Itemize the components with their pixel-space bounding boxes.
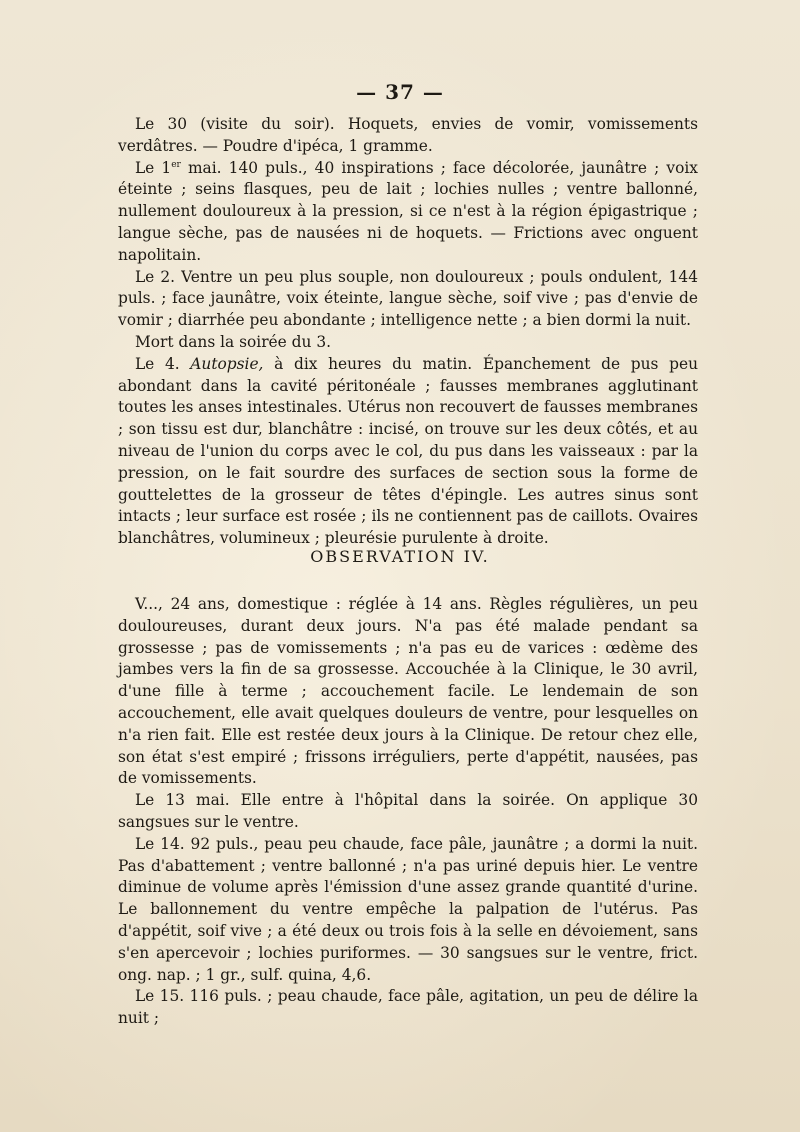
paragraph-death bbox=[118, 332, 698, 354]
observation-heading: OBSERVATION IV. bbox=[310, 547, 490, 566]
paragraph-text: à dix heures du matin. Épanchement de pus peu abondant dans la cavité péritonéale ; fausses membranes agglutinant toutes les anses intestinales. Utérus non recouvert de fausses membranes ; son tissu est dur, blanchâtre : incisé, on trouve sur les deux côtés, et au niveau de l'union du corps avec le col, du pus dans les vaisseaux : par la pression, on le fait sourdre des surfaces de section sous la forme de gouttelettes de la grosseur de têtes d'épingle. Les autres sinus sont intacts ; leur surface est rosée ; ils ne contiennent pas de caillots. Ovaires blanchâtres, volumineux ; pleurésie purulente à droite. bbox=[118, 354, 698, 548]
paragraph-text: Le 2. Ventre un peu plus souple, non douloureux ; pouls ondulent, 144 puls. ; face jaunâtre, voix éteinte, langue sèche, soif vive ; pas d'envie de vomir ; diarrhée peu abondante ; intelligence nette ; a bien dormi la nuit. bbox=[118, 267, 698, 330]
paragraph-prefix: Le 1 bbox=[134, 158, 172, 177]
case3-text-block bbox=[118, 114, 698, 550]
paragraph-patient-history bbox=[118, 594, 698, 790]
superscript: er bbox=[171, 159, 181, 170]
paragraph-text: V..., 24 ans, domestique : réglée à 14 ans. Règles régulières, un peu douloureuses, durant deux jours. N'a pas été malade pendant sa grossesse ; pas de vomissements ; n'a pas eu de varices : œdème des jambes vers la fin de sa grossesse. Accouchée à la Clinique, le 30 avril, d'une fille à terme ; accouchement facile. Le lendemain de son accouchement, elle avait quelques douleurs de ventre, pour lesquelles on n'a rien fait. Elle est restée deux jours à la Clinique. De retour chez elle, son état s'est empiré ; frissons irréguliers, perte d'appétit, nausées, pas de vomissements. bbox=[118, 595, 698, 788]
paragraph-may-13 bbox=[118, 790, 698, 834]
paragraph-visit-30 bbox=[118, 114, 698, 158]
case4-text-block bbox=[118, 594, 698, 1030]
autopsy-label: Autopsie, bbox=[190, 354, 264, 373]
paragraph-text: Le 30 (visite du soir). Hoquets, envies de vomir, vomissements verdâtres. — Poudre d'ipéca, 1 gramme. bbox=[118, 115, 698, 155]
paragraph-text: Le 15. 116 puls. ; peau chaude, face pâle, agitation, un peu de délire la nuit ; bbox=[118, 987, 698, 1028]
paragraph-prefix: Le 4. bbox=[134, 354, 191, 373]
paragraph-may-15 bbox=[118, 986, 698, 1030]
paragraph-may-1 bbox=[118, 158, 698, 267]
paragraph-text: Le 13 mai. Elle entre à l'hôpital dans la soirée. On applique 30 sangsues sur le ventre. bbox=[118, 791, 698, 831]
paragraph-text: Mort dans la soirée du 3. bbox=[134, 332, 332, 351]
paragraph-text: Le 14. 92 puls., peau peu chaude, face pâle, jaunâtre ; a dormi la nuit. Pas d'abattement ; ventre ballonné ; n'a pas uriné depuis hier. Le ventre diminue de volume après l'émission d'une assez grande quantité d'urine. Le ballonnement du ventre empêche la palpation de l'utérus. Pas d'appétit, soif vive ; a été deux ou trois fois à la selle en dévoiement, sans s'en apercevoir ; lochies puriformes. — 30 sangsues sur le ventre, frict. ong. nap. ; 1 gr., sulf. quina, 4,6. bbox=[118, 834, 698, 984]
paragraph-autopsy bbox=[118, 354, 698, 550]
paragraph-may-2 bbox=[118, 267, 698, 332]
paragraph-may-14 bbox=[118, 834, 698, 987]
paragraph-text: mai. 140 puls., 40 inspirations ; face décolorée, jaunâtre ; voix éteinte ; seins flasques, peu de lait ; lochies nulles ; ventre ballonné, nullement douloureux à la pression, si ce n'est à la région épigastrique ; langue sèche, pas de nausées ni de hoquets. — Frictions avec onguent napolitain. bbox=[118, 158, 698, 264]
page-number: — 37 — bbox=[356, 80, 444, 104]
